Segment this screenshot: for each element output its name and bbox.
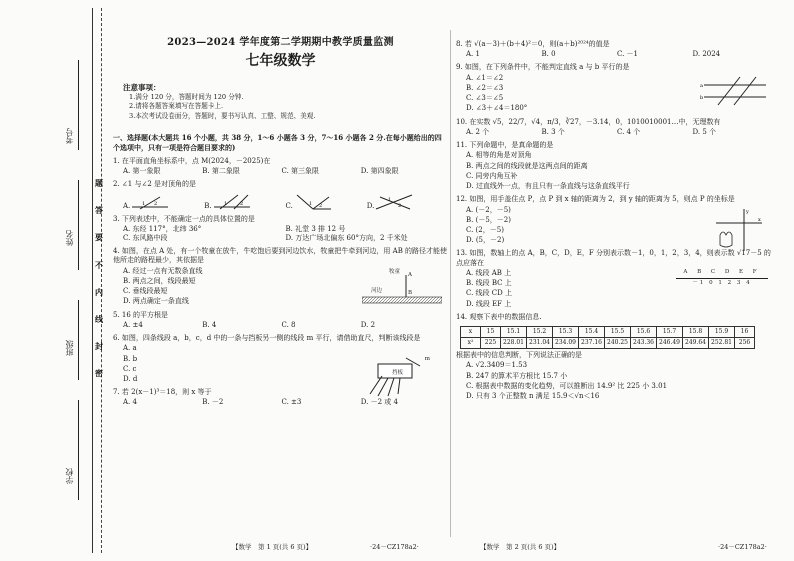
axis-letters: A B C D E F: [683, 269, 761, 276]
svg-text:2: 2: [154, 201, 158, 208]
option-row: [113, 167, 448, 176]
svg-text:1: 1: [223, 201, 227, 208]
seal-char: 答: [95, 205, 103, 215]
option-label: A.: [123, 202, 131, 211]
figure-point: A: [408, 272, 412, 279]
angle-figure-a: [130, 193, 170, 211]
question-stem: 1. 在平面直角坐标系中，点 M(2024，－2025)在: [113, 156, 271, 165]
option-d[interactable]: D. 过直线外一点，有且只有一条直线与这条直线平行: [466, 182, 630, 191]
question-9: [456, 63, 776, 113]
parallel-lines-figure: [700, 75, 770, 109]
option-d[interactable]: D. d: [123, 375, 138, 383]
table-cell: 15.2: [527, 327, 553, 338]
seal-char: 内: [95, 287, 103, 297]
school-label: 学校: [65, 468, 74, 484]
svg-text:1: 1: [308, 201, 313, 208]
name-underline: [78, 180, 79, 270]
option-row: [456, 50, 776, 59]
option-row: [113, 398, 448, 407]
question-13: [456, 249, 776, 308]
option-d[interactable]: D. (5，－2): [466, 236, 505, 245]
option-row: [456, 128, 776, 137]
table-cell: 228.01: [501, 338, 527, 349]
option-a[interactable]: A. 相等的角是对顶角: [466, 151, 532, 160]
option-a[interactable]: A. (－2，－5): [466, 205, 511, 214]
option-d[interactable]: D. 两点确定一条直线: [123, 297, 189, 306]
option-b[interactable]: B. ∠2＝∠3: [466, 83, 504, 92]
option-a[interactable]: A. 线段 AB 上: [466, 268, 512, 277]
question-stem: 4. 如图，在点 A 处，有一个牧童在放牛，牛吃饱后要到河边饮水，牧童把牛牵到河边，用 AB 的路径才能使他所走的路程最少，其依据是: [113, 247, 448, 265]
table-cell: x: [461, 327, 481, 338]
option-a[interactable]: [123, 191, 204, 211]
option-a[interactable]: A. 1: [466, 50, 480, 59]
question-11: [456, 141, 776, 191]
option-c[interactable]: C. c: [123, 364, 137, 373]
axis-line: [676, 278, 768, 279]
question-5: [113, 311, 448, 330]
table-cell: 237.16: [579, 338, 605, 349]
option-c[interactable]: C. 8: [281, 320, 296, 329]
option-d[interactable]: D. 只有 3 个正整数 n 满足 15.9＜√n＜16: [466, 392, 600, 401]
table-cell: 15.4: [579, 327, 605, 338]
option-a[interactable]: A. 2 个: [466, 127, 490, 136]
question-stem: 9. 如图，在下列条件中，不能判定直线 a 与 b 平行的是: [456, 63, 630, 72]
notice-item: 2.请将各题答案填写在答题卡上.: [129, 102, 224, 111]
figure-label: 河边: [370, 288, 382, 295]
option-d[interactable]: D. 第四象限: [360, 167, 399, 176]
question-stem: 14. 观察下表中的数据信息.: [456, 312, 542, 321]
exam-title: 2023—2024 学年度第二学期期中教学质量监测: [167, 37, 394, 48]
notice-heading: 注意事项：: [123, 82, 161, 92]
table-row: [461, 338, 755, 349]
angle-figures: [113, 191, 448, 211]
page-divider: [450, 30, 451, 537]
exam-subject: 七年级数学: [245, 53, 316, 70]
figure-label: 牧童: [388, 269, 400, 276]
question-12: [456, 195, 776, 245]
coordinate-hand-figure: [714, 207, 764, 253]
option-a[interactable]: A. 经过一点有无数条直线: [123, 266, 203, 275]
question-stem: 13. 如图，数轴上的点 A，B，C，D，E，F 分别表示数－1，0，1，2，3，4，则表示数 √17－5 的点应落在: [456, 249, 771, 267]
option-a[interactable]: A. √2.3409＝1.53: [466, 361, 528, 370]
table-cell: x²: [461, 338, 481, 349]
binding-solid-line: [92, 8, 93, 553]
figure-point: m: [424, 356, 430, 363]
table-cell: 15.8: [683, 327, 709, 338]
option-a[interactable]: A. ∠1＝∠2: [466, 73, 504, 82]
option-a[interactable]: A. a: [123, 344, 137, 353]
option-c[interactable]: C. 同旁内角互补: [466, 171, 518, 180]
seal-char: 题: [95, 178, 103, 188]
option-label: D.: [366, 202, 375, 211]
option-b[interactable]: [204, 191, 285, 211]
option-c[interactable]: [286, 191, 367, 211]
option-list: [113, 267, 333, 307]
option-c[interactable]: C. ∠3＝∠5: [466, 94, 504, 103]
axis-numbers: －1 0 1 2 3 4: [692, 279, 752, 286]
svg-text:2: 2: [318, 203, 323, 210]
table-cell: 225: [481, 338, 501, 349]
question-6: [113, 334, 448, 384]
option-c[interactable]: C. 根据表中数据的变化趋势，可以推断出 14.9² 比 225 小 3.01: [466, 381, 668, 390]
option-b[interactable]: B. (－5，－2): [466, 215, 511, 224]
option-a[interactable]: A. 4: [123, 398, 137, 407]
question-4: [113, 247, 448, 306]
notice-list: [129, 93, 448, 122]
question-14: [456, 313, 776, 401]
option-c[interactable]: C. 垂线段最短: [123, 287, 168, 296]
angle-figure-d: [374, 193, 414, 211]
question-2: [113, 180, 448, 211]
option-d[interactable]: D. 5 个: [692, 127, 716, 136]
option-b[interactable]: B. 两点之间的线段就是这两点间的距离: [466, 161, 588, 170]
table-cell: 15.9: [709, 327, 735, 338]
table-cell: 15.1: [501, 327, 527, 338]
question-stem: 3. 下列表述中，不能确定一点的具体位置的是: [113, 215, 255, 224]
kaohao-underline: [78, 60, 79, 150]
question-stem: 12. 如图，用手盖住点 P，点 P 到 x 轴的距离为 2，到 y 轴的距离为 5，则点 P 的坐标是: [456, 195, 735, 204]
question-stem: 10. 在实数 √5，22/7，√4，π/3，∛27，－3.14，0，1010010001…中，无理数有: [456, 117, 721, 126]
option-list: [456, 361, 776, 401]
question-followup: 根据表中的信息判断，下列说法正确的是: [456, 351, 582, 360]
number-line-figure: [674, 269, 770, 287]
seal-char: 不: [95, 260, 103, 270]
name-label: 姓名: [65, 230, 74, 246]
option-b[interactable]: B. －2: [202, 398, 224, 407]
table-cell: 249.64: [683, 338, 709, 349]
table-cell: 15.3: [553, 327, 579, 338]
option-b[interactable]: B. b: [123, 354, 138, 363]
footer-page-left: 【数学 第 1 页(共 6 页)】: [232, 543, 313, 551]
section-heading: 一、选择题(本大题共 16 个小题，共 38 分，1～6 小题各 3 分，7～16 小题各 2 分.在每小题给出的四个选项中，只有一项是符合题目要求的): [113, 133, 442, 152]
option-c[interactable]: C. －1: [617, 50, 639, 59]
table-row: [461, 327, 755, 338]
figure-point: B: [407, 290, 412, 297]
angle-figure-b: [212, 193, 252, 211]
table-cell: 231.04: [527, 338, 553, 349]
class-label: 班级: [65, 340, 74, 356]
binding-strip: [0, 0, 110, 561]
option-row: [113, 321, 448, 330]
option-b[interactable]: B. 247 的算术平方根比 15.7 小: [466, 371, 568, 380]
question-1: [113, 157, 448, 176]
left-column: [113, 32, 448, 408]
option-c[interactable]: C. ±3: [281, 398, 302, 407]
option-a[interactable]: A. 第一象限: [123, 167, 161, 176]
question-stem: 11. 下列命题中，是真命题的是: [456, 141, 554, 150]
question-stem: 5. 16 的平方根是: [113, 310, 169, 319]
kaohao-label: 考号: [65, 128, 74, 144]
table-cell: 15.7: [657, 327, 683, 338]
option-grid: [113, 225, 448, 243]
option-list: [113, 344, 313, 384]
seal-char: 密: [95, 368, 103, 378]
option-d[interactable]: D. 2: [360, 320, 376, 329]
option-d[interactable]: D. 万达广场北偏东 60°方向，2 千米处: [285, 233, 408, 242]
table-cell: 246.49: [657, 338, 683, 349]
notice-item: 1.满分 120 分，答题时间为 120 分钟.: [129, 92, 244, 101]
question-3: [113, 215, 448, 243]
seal-char: 要: [95, 232, 103, 242]
binding-dashed-line: [101, 8, 102, 553]
question-8: [456, 40, 776, 59]
angle-figure-c: [293, 193, 333, 211]
question-stem: 6. 如图，四条线段 a，b，c，d 中的一条与挡板另一侧的线段 m 平行，请借助直尺，判断该线段是: [113, 334, 421, 343]
option-c[interactable]: C. 4 个: [617, 127, 641, 136]
option-b[interactable]: B. 线段 BC 上: [466, 279, 512, 288]
option-c[interactable]: C. (2，－5): [466, 225, 504, 234]
option-list: [456, 151, 776, 191]
footer-page-right: 【数学 第 2 页(共 6 页)】: [480, 543, 561, 551]
svg-text:b: b: [700, 95, 704, 102]
seal-char: 线: [95, 314, 103, 324]
table-cell: 243.36: [631, 338, 657, 349]
option-d[interactable]: [367, 191, 448, 211]
option-label: B.: [204, 202, 212, 211]
option-b[interactable]: B. 第二象限: [202, 167, 240, 176]
option-d[interactable]: D. －2 或 4: [360, 398, 398, 407]
svg-text:2: 2: [398, 203, 402, 210]
table-cell: 252.81: [709, 338, 735, 349]
question-stem: 7. 若 2(x－1)³＝18，则 x 等于: [113, 388, 212, 397]
option-a[interactable]: A. ±4: [123, 320, 143, 329]
option-b[interactable]: B. 3 个: [541, 127, 565, 136]
option-b[interactable]: B. 0: [541, 50, 556, 59]
footer-code-right: ·24－CZ178a2·: [718, 543, 767, 551]
svg-text:1: 1: [388, 197, 392, 204]
seal-char: 封: [95, 341, 103, 351]
svg-text:y: y: [746, 209, 749, 216]
table-cell: 16: [735, 327, 755, 338]
svg-text:a: a: [700, 83, 703, 90]
option-c[interactable]: C. 第三象限: [281, 167, 320, 176]
class-underline: [78, 300, 79, 380]
option-b[interactable]: B. 两点之间，线段最短: [123, 276, 196, 285]
question-stem: 2. ∠1 与∠2 是对顶角的是: [113, 180, 196, 189]
table-cell: 234.09: [553, 338, 579, 349]
option-b[interactable]: B. 4: [202, 320, 217, 329]
table-cell: 15: [481, 327, 501, 338]
data-table: [460, 326, 755, 349]
option-c[interactable]: C. 东风路中段: [123, 233, 168, 242]
question-10: [456, 118, 776, 137]
svg-text:2: 2: [239, 201, 243, 208]
figure-label: 挡板: [391, 370, 403, 377]
table-cell: 15.5: [605, 327, 631, 338]
question-stem: 8. 若 √(a－3)＋(b＋4)²＝0，则(a＋b)²⁰²⁴的值是: [456, 40, 610, 48]
table-cell: 15.6: [631, 327, 657, 338]
option-d[interactable]: D. ∠3＋∠4＝180°: [466, 104, 528, 113]
option-d[interactable]: D. 2024: [692, 50, 721, 59]
notice-item: 3.本次考试设卷面分，答题时，要书写认真、工整、规范、美观.: [129, 111, 316, 120]
option-a[interactable]: A. 东经 117°，北纬 36°: [123, 224, 202, 233]
table-cell: 256: [735, 338, 755, 349]
option-c[interactable]: C. 线段 CD 上: [466, 289, 512, 298]
table-cell: 240.25: [605, 338, 631, 349]
right-column: [456, 40, 776, 401]
svg-text:x: x: [758, 217, 761, 224]
option-label: C.: [285, 202, 293, 211]
school-underline: [78, 400, 79, 500]
footer-code-left: ·24－CZ178a2·: [370, 543, 419, 551]
svg-text:1: 1: [142, 201, 146, 208]
option-b[interactable]: B. 礼堂 3 排 12 号: [285, 224, 346, 233]
option-d[interactable]: D. 线段 EF 上: [466, 299, 512, 308]
